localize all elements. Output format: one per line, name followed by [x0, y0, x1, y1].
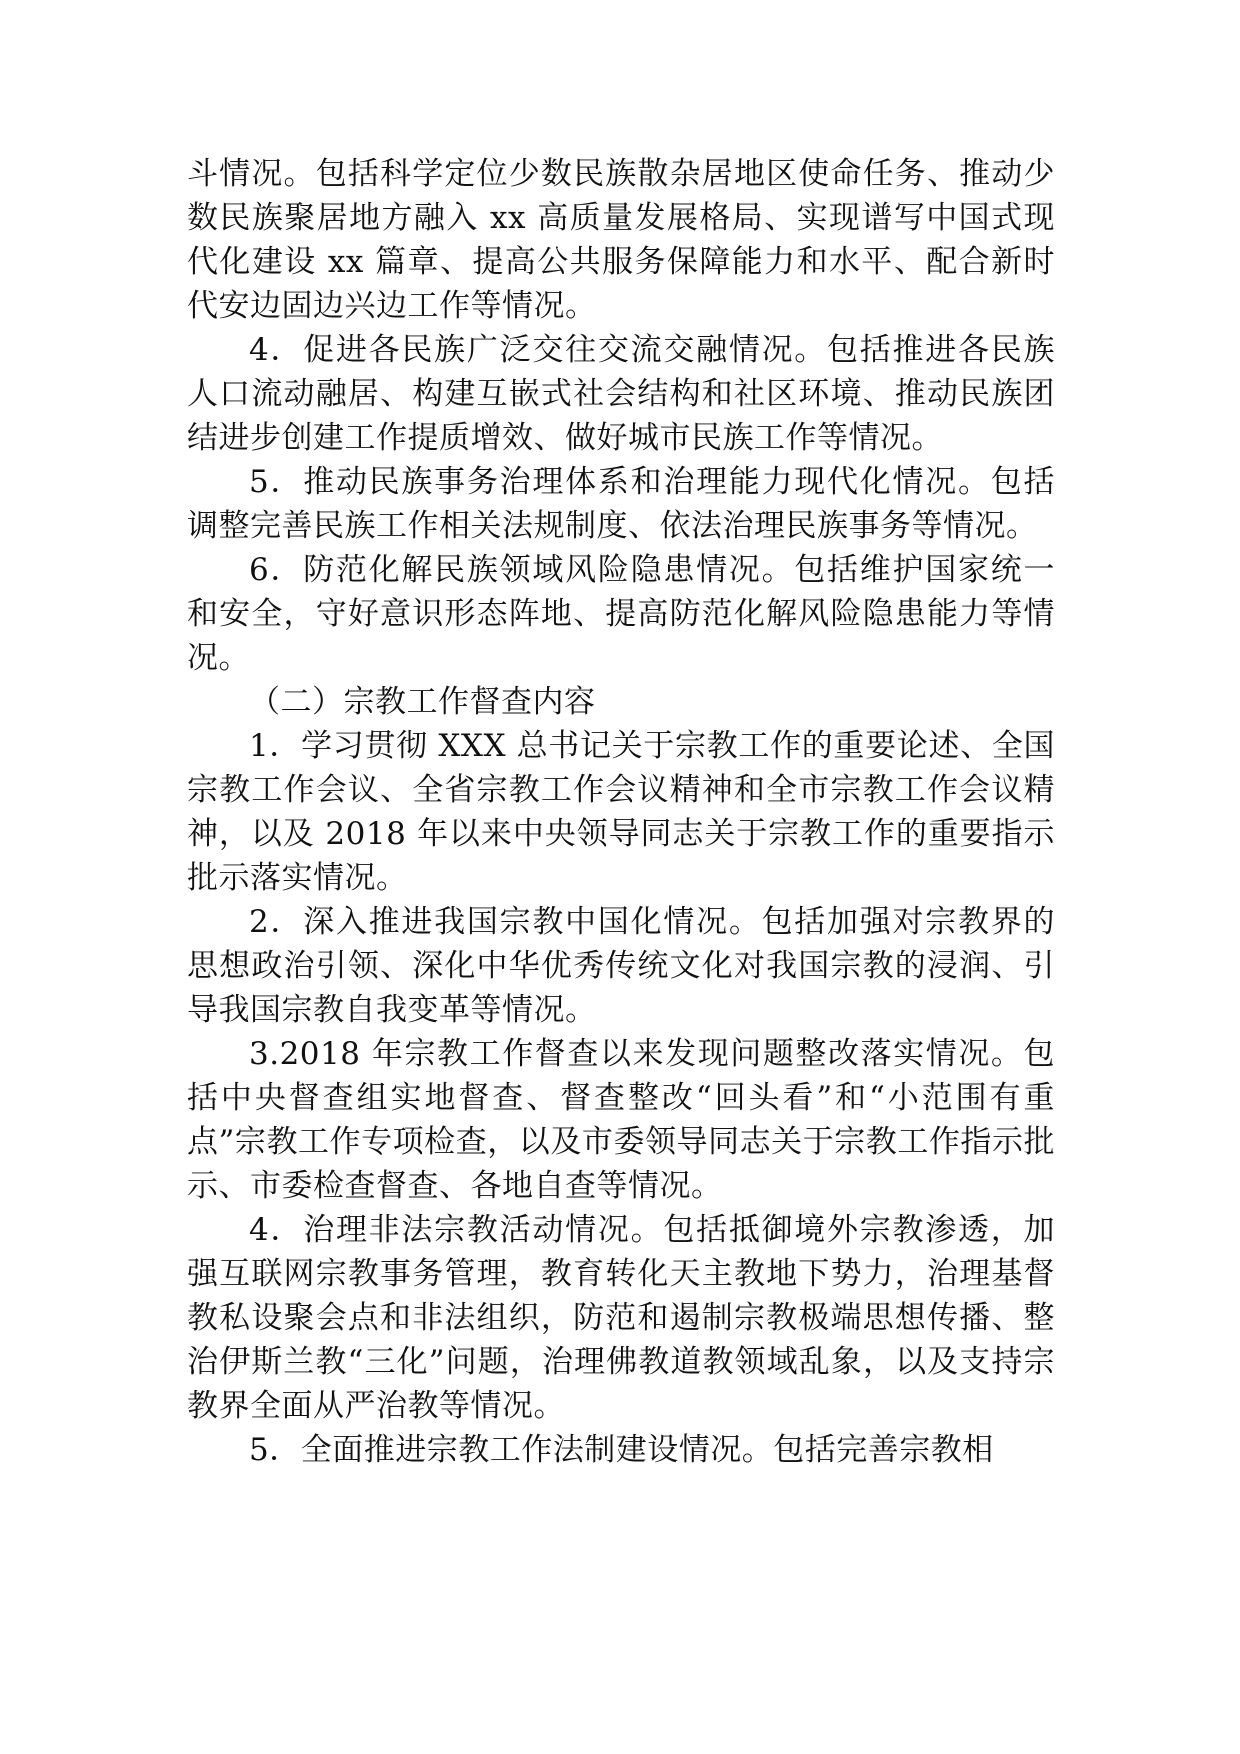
- paragraph-10: 5．全面推进宗教工作法制建设情况。包括完善宗教相: [249, 1432, 994, 1468]
- paragraph-8: 3.2018 年宗教工作督查以来发现问题整改落实情况。包括中央督查组实地督查、督查整改“回头看”和“小范围有重点”宗教工作专项检查，以及市委领导同志关于宗教工作指示批示、市委检查督查、各地自查等情况。: [187, 1036, 1055, 1204]
- paragraph-9: 4．治理非法宗教活动情况。包括抵御境外宗教渗透，加强互联网宗教事务管理，教育转化天主教地下势力，治理基督教私设聚会点和非法组织，防范和遏制宗教极端思想传播、整治伊斯兰教“三化”问题，治理佛教道教领域乱象，以及支持宗教界全面从严治教等情况。: [187, 1212, 1055, 1424]
- document-body: [187, 152, 1055, 1472]
- paragraph-6: 1．学习贯彻 XXX 总书记关于宗教工作的重要论述、全国宗教工作会议、全省宗教工作会议精神和全市宗教工作会议精神，以及 2018 年以来中央领导同志关于宗教工作的重要指示批示落实情况。: [187, 728, 1055, 896]
- paragraph-1: 斗情况。包括科学定位少数民族散杂居地区使命任务、推动少数民族聚居地方融入 xx 高质量发展格局、实现谱写中国式现代化建设 xx 篇章、提高公共服务保障能力和水平、配合新时代安边固边兴边工作等情况。: [187, 156, 1055, 324]
- paragraph-7: 2．深入推进我国宗教中国化情况。包括加强对宗教界的思想政治引领、深化中华优秀传统文化对我国宗教的浸润、引导我国宗教自我变革等情况。: [187, 904, 1055, 1028]
- paragraph-4: 6．防范化解民族领域风险隐患情况。包括维护国家统一和安全，守好意识形态阵地、提高防范化解风险隐患能力等情况。: [187, 552, 1055, 676]
- section-heading: （二）宗教工作督查内容: [249, 684, 596, 720]
- paragraph-2: 4．促进各民族广泛交往交流交融情况。包括推进各民族人口流动融居、构建互嵌式社会结构和社区环境、推动民族团结进步创建工作提质增效、做好城市民族工作等情况。: [187, 332, 1055, 456]
- paragraph-3: 5．推动民族事务治理体系和治理能力现代化情况。包括调整完善民族工作相关法规制度、依法治理民族事务等情况。: [187, 464, 1055, 544]
